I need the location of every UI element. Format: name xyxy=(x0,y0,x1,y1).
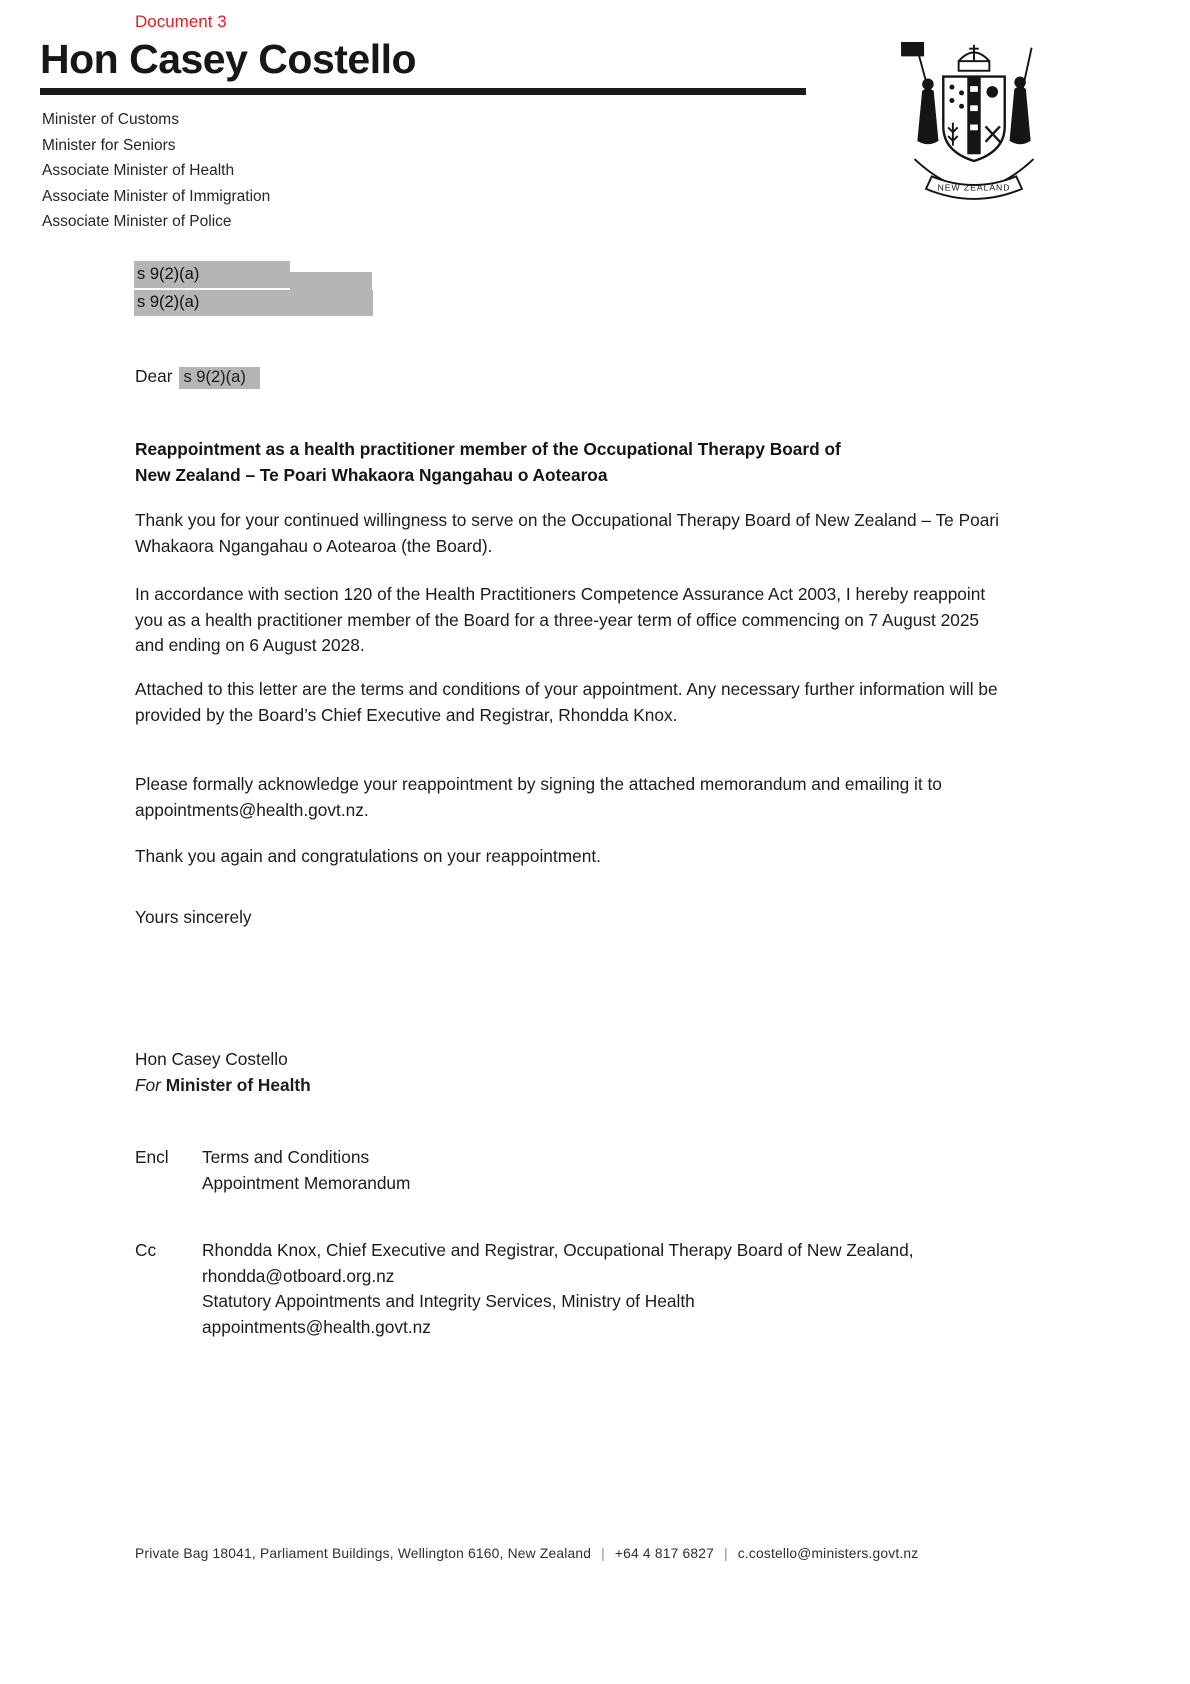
cc-line: Statutory Appointments and Integrity Services, Ministry of Health xyxy=(202,1291,695,1311)
salutation xyxy=(135,366,260,389)
minister-titles xyxy=(42,107,270,235)
encl-item: Appointment Memorandum xyxy=(202,1172,411,1193)
address-redactions xyxy=(134,261,454,323)
signatory-name: Hon Casey Costello xyxy=(135,1049,288,1069)
redaction-block: s 9(2)(a) xyxy=(179,367,259,389)
redaction-block: s 9(2)(a) xyxy=(134,261,290,288)
coat-of-arms-banner-text: NEW ZEALAND xyxy=(937,182,1011,193)
footer-separator: | xyxy=(723,1546,728,1561)
subject-line: New Zealand – Te Poari Whakaora Ngangahau o Aotearoa xyxy=(135,464,608,485)
minister-title: Minister for Seniors xyxy=(42,136,176,154)
minister-title: Minister of Customs xyxy=(42,111,179,128)
footer-separator: | xyxy=(601,1546,605,1561)
closing: Yours sincerely xyxy=(135,907,252,927)
signature-block xyxy=(135,1047,311,1098)
footer-phone: +64 4 817 6827 xyxy=(614,1546,714,1561)
subject-line: Reappointment as a health practitioner member of the Occupational Therapy Board of xyxy=(135,439,841,459)
minister-title: Associate Minister of Police xyxy=(42,213,232,230)
body-paragraph: In accordance with section 120 of the Health Practitioners Competence Assurance Act 2003, I hereby reappoint you as a health practitioner member of the Board for a three-year term of office commencing on 7 August 2025 and ending on 6 August 2028. xyxy=(135,584,986,655)
footer-email: c.costello@ministers.govt.nz xyxy=(737,1546,919,1561)
header-rule xyxy=(40,88,806,95)
document-number-label: Document 3 xyxy=(135,12,227,31)
cc-line: appointments@health.govt.nz xyxy=(202,1316,431,1337)
encl-item: Terms and Conditions xyxy=(202,1147,370,1167)
footer xyxy=(135,1546,1055,1561)
redaction-block: s 9(2)(a) xyxy=(134,290,373,316)
enclosures-block xyxy=(135,1145,1010,1196)
body-paragraph: Attached to this letter are the terms and conditions of your appointment. Any necessary further information will be provided by the Board’s Chief Executive and Registrar, Rhondda Knox. xyxy=(135,679,998,725)
body-paragraph: Thank you again and congratulations on your reappointment. xyxy=(135,846,601,866)
minister-title: Associate Minister of Health xyxy=(42,162,235,179)
footer-address: Private Bag 18041, Parliament Buildings, Wellington 6160, New Zealand xyxy=(135,1546,592,1561)
minister-title: Associate Minister of Immigration xyxy=(42,187,271,205)
body-paragraph: Please formally acknowledge your reappointment by signing the attached memorandum and emailing it to appointments@health.govt.nz. xyxy=(135,774,942,820)
subject-heading xyxy=(135,437,1015,488)
encl-label: Encl xyxy=(135,1147,169,1167)
sender-name: Hon Casey Costello xyxy=(40,36,417,82)
body-paragraph: Thank you for your continued willingness to serve on the Occupational Therapy Board of New Zealand – Te Poari Whakaora Ngangahau o Aotearoa (the Board). xyxy=(135,510,999,556)
signatory-role: Minister of Health xyxy=(165,1074,311,1095)
cc-line: Rhondda Knox, Chief Executive and Registrar, Occupational Therapy Board of New Zealand, rhondda@otboard.org.nz xyxy=(202,1240,914,1286)
cc-block xyxy=(135,1238,1010,1340)
cc-label: Cc xyxy=(135,1240,157,1260)
salutation-prefix: Dear xyxy=(135,366,173,386)
nz-coat-of-arms xyxy=(878,36,1070,219)
signatory-for-prefix: For xyxy=(135,1074,161,1095)
